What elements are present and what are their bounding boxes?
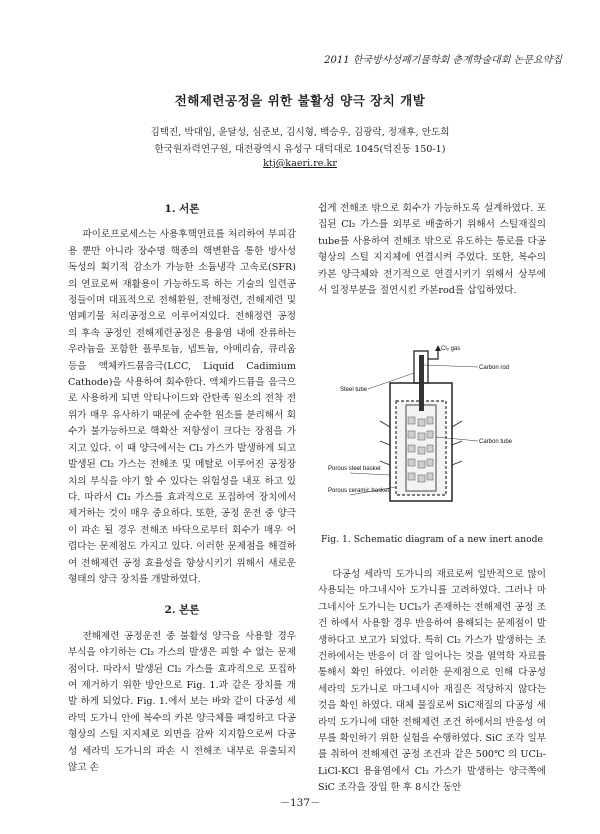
running-header: 2011 한국방사성폐기물학회 춘계학술대회 논문요약집 (324, 55, 562, 66)
author-list: 김택진, 박대임, 윤달성, 심준보, 김시형, 백승우, 김광락, 정재후, 안도희 (150, 127, 450, 138)
paper-title: 전해제련공정을 위한 불활성 양극 장치 개발 (174, 93, 426, 108)
body-paragraph-1: 전해제련 공정운전 중 불활성 양극을 사용할 경우 부식을 야기하는 Cl₂ 가스의 발생은 피할 수 없는 문제점이다. 따라서 발생된 Cl₂ 가스를 효과적으로 포집하여 제거하기 위한 방안으로 Fig. 1.과 같은 장치를 개발 하게 되었다. Fig. 1.에서 보는 바와 같이 다공성 세라믹 도가니 안에 복수의 카본 양극체를 패킹하고 다공형상의 스틸 지지체로 외면을 감싸 지지함으로써 다공성 세라믹 도가니의 파손 시 전해조 내부로 유출되지 않고 손 (68, 630, 296, 773)
label-porous-ceramic: Porous ceramic basket (328, 488, 390, 494)
right-column-bottom (318, 567, 546, 797)
label-cl2-gas: Cl₂ gas (441, 346, 461, 352)
section-heading-intro: 1. 서론 (164, 203, 200, 215)
body-paragraph-3: 다공성 세라믹 도가니의 재료로써 일반적으로 많이 사용되는 마그네시아 도가니를 고려하였다. 그러나 마그네시아 도가니는 UCl₃가 존재하는 전해제련 공정 조건 하에서 사용할 경우 반응하여 용해되는 문제점이 발생하다고 보고가 되었다. 특히 Cl₂ 가스가 발생하는 조건하에서는 반응이 더 잘 일어나는 것을 열역학 자료를 통해서 확인 하였다. 이러한 문제점으로 인해 다공성 세라믹 도가니로 마그네시아 재질은 적당하지 않다는 것을 확인 하였다. 대체 물질로써 SiC재질의 다공성 세라믹 도가니에 대한 전해제련 조건 하에서의 반응성 여부를 확인하기 위한 실험을 수행하였다. SiC 조각 일부를 취하여 전해제련 공정 조건과 같은 500℃ 의 UCl₃-LiCl-KCl 용융염에서 Cl₂ 가스가 발생하는 양극쪽에 SiC 조각을 장입 한 후 8시간 동안 (318, 569, 546, 794)
right-column-top (318, 201, 546, 299)
label-porous-steel: Porous steel basket (328, 466, 381, 472)
carbon-rod-shape (419, 355, 424, 411)
left-column (68, 201, 296, 776)
anode-schematic-svg (328, 345, 538, 525)
section-heading-body: 2. 본론 (164, 604, 200, 617)
label-carbon-rod: Carbon rod (479, 365, 510, 371)
intro-paragraph: 파이로프로세스는 사용후핵연료를 처리하여 부피감용 뿐만 아니라 장수명 핵종의 핵변환을 통한 방사성 독성의 획기적 감소가 가능한 소듐냉각 고속로(SFR)의 연료로써 재활용이 가능하도록 하는 기술의 일련공정들이며 대표적으로 전해환원, 전해정련, 전해제련 및 염폐기물 처리공정으로 이루어져있다. 전해정련 공정의 후속 공정인 전해제련공정은 용융염 내에 잔류하는 우라늄을 포함한 플루토늄, 넵트늄, 아메리슘, 큐리움 등을 액체카드뮴음극(LCC, Liquid Cadimium Cathode)을 사용하여 회수한다. 액체카드뮴을 음극으로 사용하게 되면 악티나이드와 란탄족 원소의 전착 전위가 매우 유사하기 때문에 순수한 원소를 분리해서 회수가 불가능하므로 핵확산 저항성이 크다는 장점을 가지고 있다. 이 때 양극에서는 Cl₂ 가스가 발생하게 되고 발생된 Cl₂ 가스는 전해조 및 메탈로 이루어진 공정장치의 부식을 야기 할 수 있다는 위험성을 내포 하고 있다. 따라서 Cl₂ 가스를 효과적으로 포집하여 장치에서 제거하는 것이 매우 중요하다. 또한, 공정 운전 중 양극이 파손 될 경우 전해조 바닥으로부터 회수가 매우 어렵다는 문제점도 가지고 있다. 이러한 문제점을 해결하여 전해제련 공정 효율성을 향상시키기 위해서 새로운 형태의 양극 장치를 개발하였다. (68, 229, 296, 585)
figure-anode-diagram (328, 345, 538, 525)
body-paragraph-2: 쉽게 전해조 밖으로 회수가 가능하도록 설계하였다. 포집된 Cl₂ 가스를 외부로 배출하기 위해서 스틸재질의 tube를 사용하여 전해조 밖으로 유도하는 통로를 다공형상의 스틸 지지체에 연결시켜 주었다. 또한, 복수의 카본 양극체와 전기적으로 연결시키기 위해서 상부에서 일정부분을 절연시킨 카본rod를 삽입하였다. (318, 203, 546, 297)
page-number: －137－ (279, 797, 321, 809)
label-carbon-tube: Carbon tube (479, 439, 513, 445)
label-steel-tube: Steel tube (340, 387, 368, 393)
affiliation: 한국원자력연구원, 대전광역시 유성구 대덕대로 1045(덕진동 150-1) (154, 144, 446, 155)
author-email[interactable]: ktj@kaeri.re.kr (263, 158, 337, 169)
figure-caption: Fig. 1. Schematic diagram of a new inert anode (320, 534, 543, 545)
